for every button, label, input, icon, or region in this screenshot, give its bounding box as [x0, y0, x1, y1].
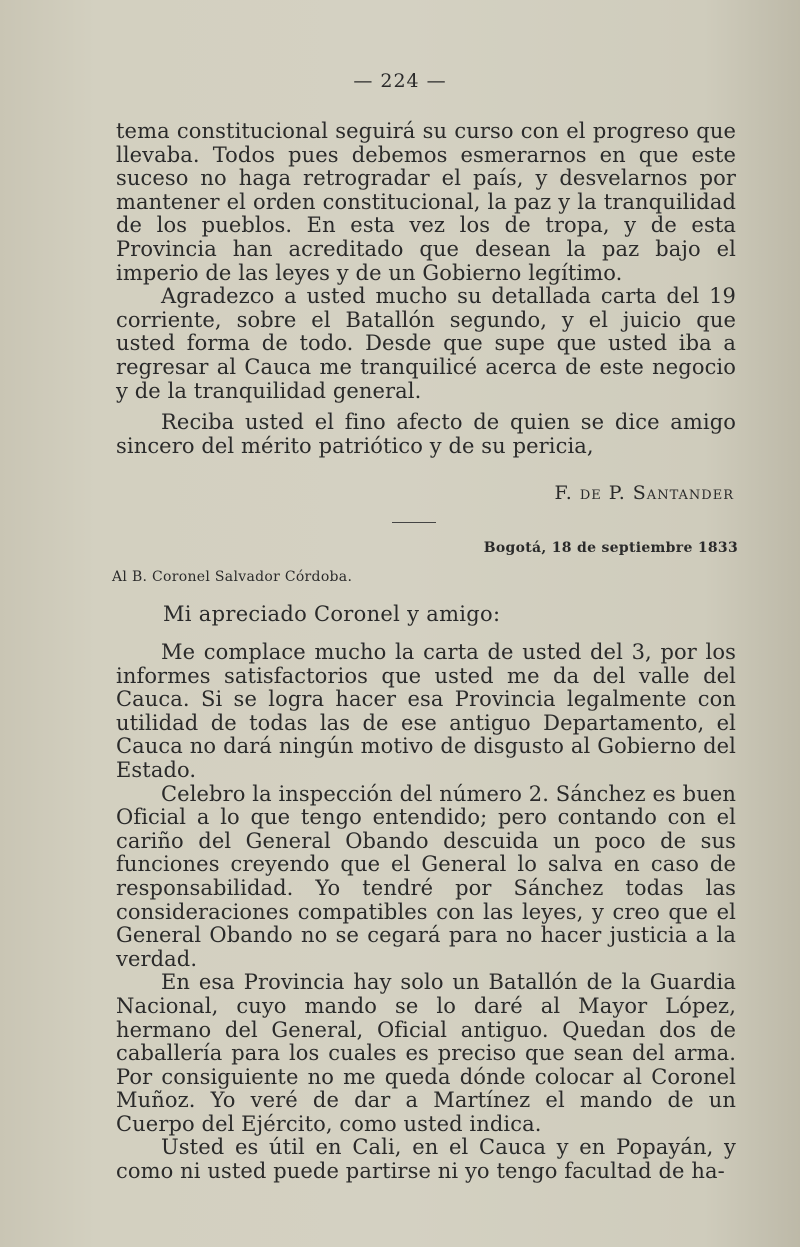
page-number: — 224 —	[353, 70, 447, 92]
addressee: Al B. Coronel Salvador Córdoba.	[112, 569, 353, 585]
letter-2-paragraph: Usted es útil en Cali, en el Cauca y en Popayán, y como ni usted puede partirse ni yo tengo facultad de ha-	[116, 1135, 736, 1184]
section-divider	[392, 522, 436, 523]
salutation: Mi apreciado Coronel y amigo:	[163, 602, 501, 626]
letter-1-closing: Reciba usted el fino afecto de quien se dice amigo sincero del mérito patriótico y de su pericia,	[116, 410, 736, 458]
letter-2-paragraph: Me complace mucho la carta de usted del 3, por los informes satisfactorios que usted me da del valle del Cauca. Si se logra hacer esa Provincia legalmente con utilidad de todas las de ese antiguo Departamento, el Cauca no dará ningún motivo de disgusto al Gobierno del Estado.	[116, 640, 736, 782]
letter-2-paragraph: Celebro la inspección del número 2. Sánchez es buen Oficial a lo que tengo entendido; pero contando con el cariño del General Obando descuida un poco de sus funciones creyendo que el General lo salva en caso de responsabilidad. Yo tendré por Sánchez todas las consideraciones compatibles con las leyes, y creo que el General Obando no se cegará para no hacer justicia a la verdad.	[116, 781, 736, 971]
letter-1-paragraph: Agradezco a usted mucho su detallada carta del 19 corriente, sobre el Batallón segundo, y el juicio que usted forma de todo. Desde que supe que usted iba a regresar al Cauca me tranquilicé acerca de este negocio y de la tranquilidad general.	[116, 284, 736, 403]
date-line: Bogotá, 18 de septiembre 1833	[483, 540, 738, 556]
letter-1-body	[116, 120, 736, 458]
letter-2-body	[116, 641, 736, 1184]
letter-2-paragraph: En esa Provincia hay solo un Batallón de la Guardia Nacional, cuyo mando se lo daré al Mayor López, hermano del General, Oficial antiguo. Quedan dos de caballería para los cuales es preciso que sean del arma. Por consiguiente no me queda dónde colocar al Coronel Muñoz. Yo veré de dar a Martínez el mando de un Cuerpo del Ejército, como usted indica.	[116, 970, 736, 1136]
letter-1-paragraph: tema constitucional seguirá su curso con el progreso que llevaba. Todos pues debemos esmerarnos en que este suceso no haga retrogradar el país, y desvelarnos por mantener el orden constitucional, la paz y la tranquilidad de los pueblos. En esta vez los de tropa, y de esta Provincia han acreditado que desean la paz bajo el imperio de las leyes y de un Gobierno legítimo.	[116, 119, 736, 285]
signature: F. de P. Santander	[554, 482, 734, 504]
